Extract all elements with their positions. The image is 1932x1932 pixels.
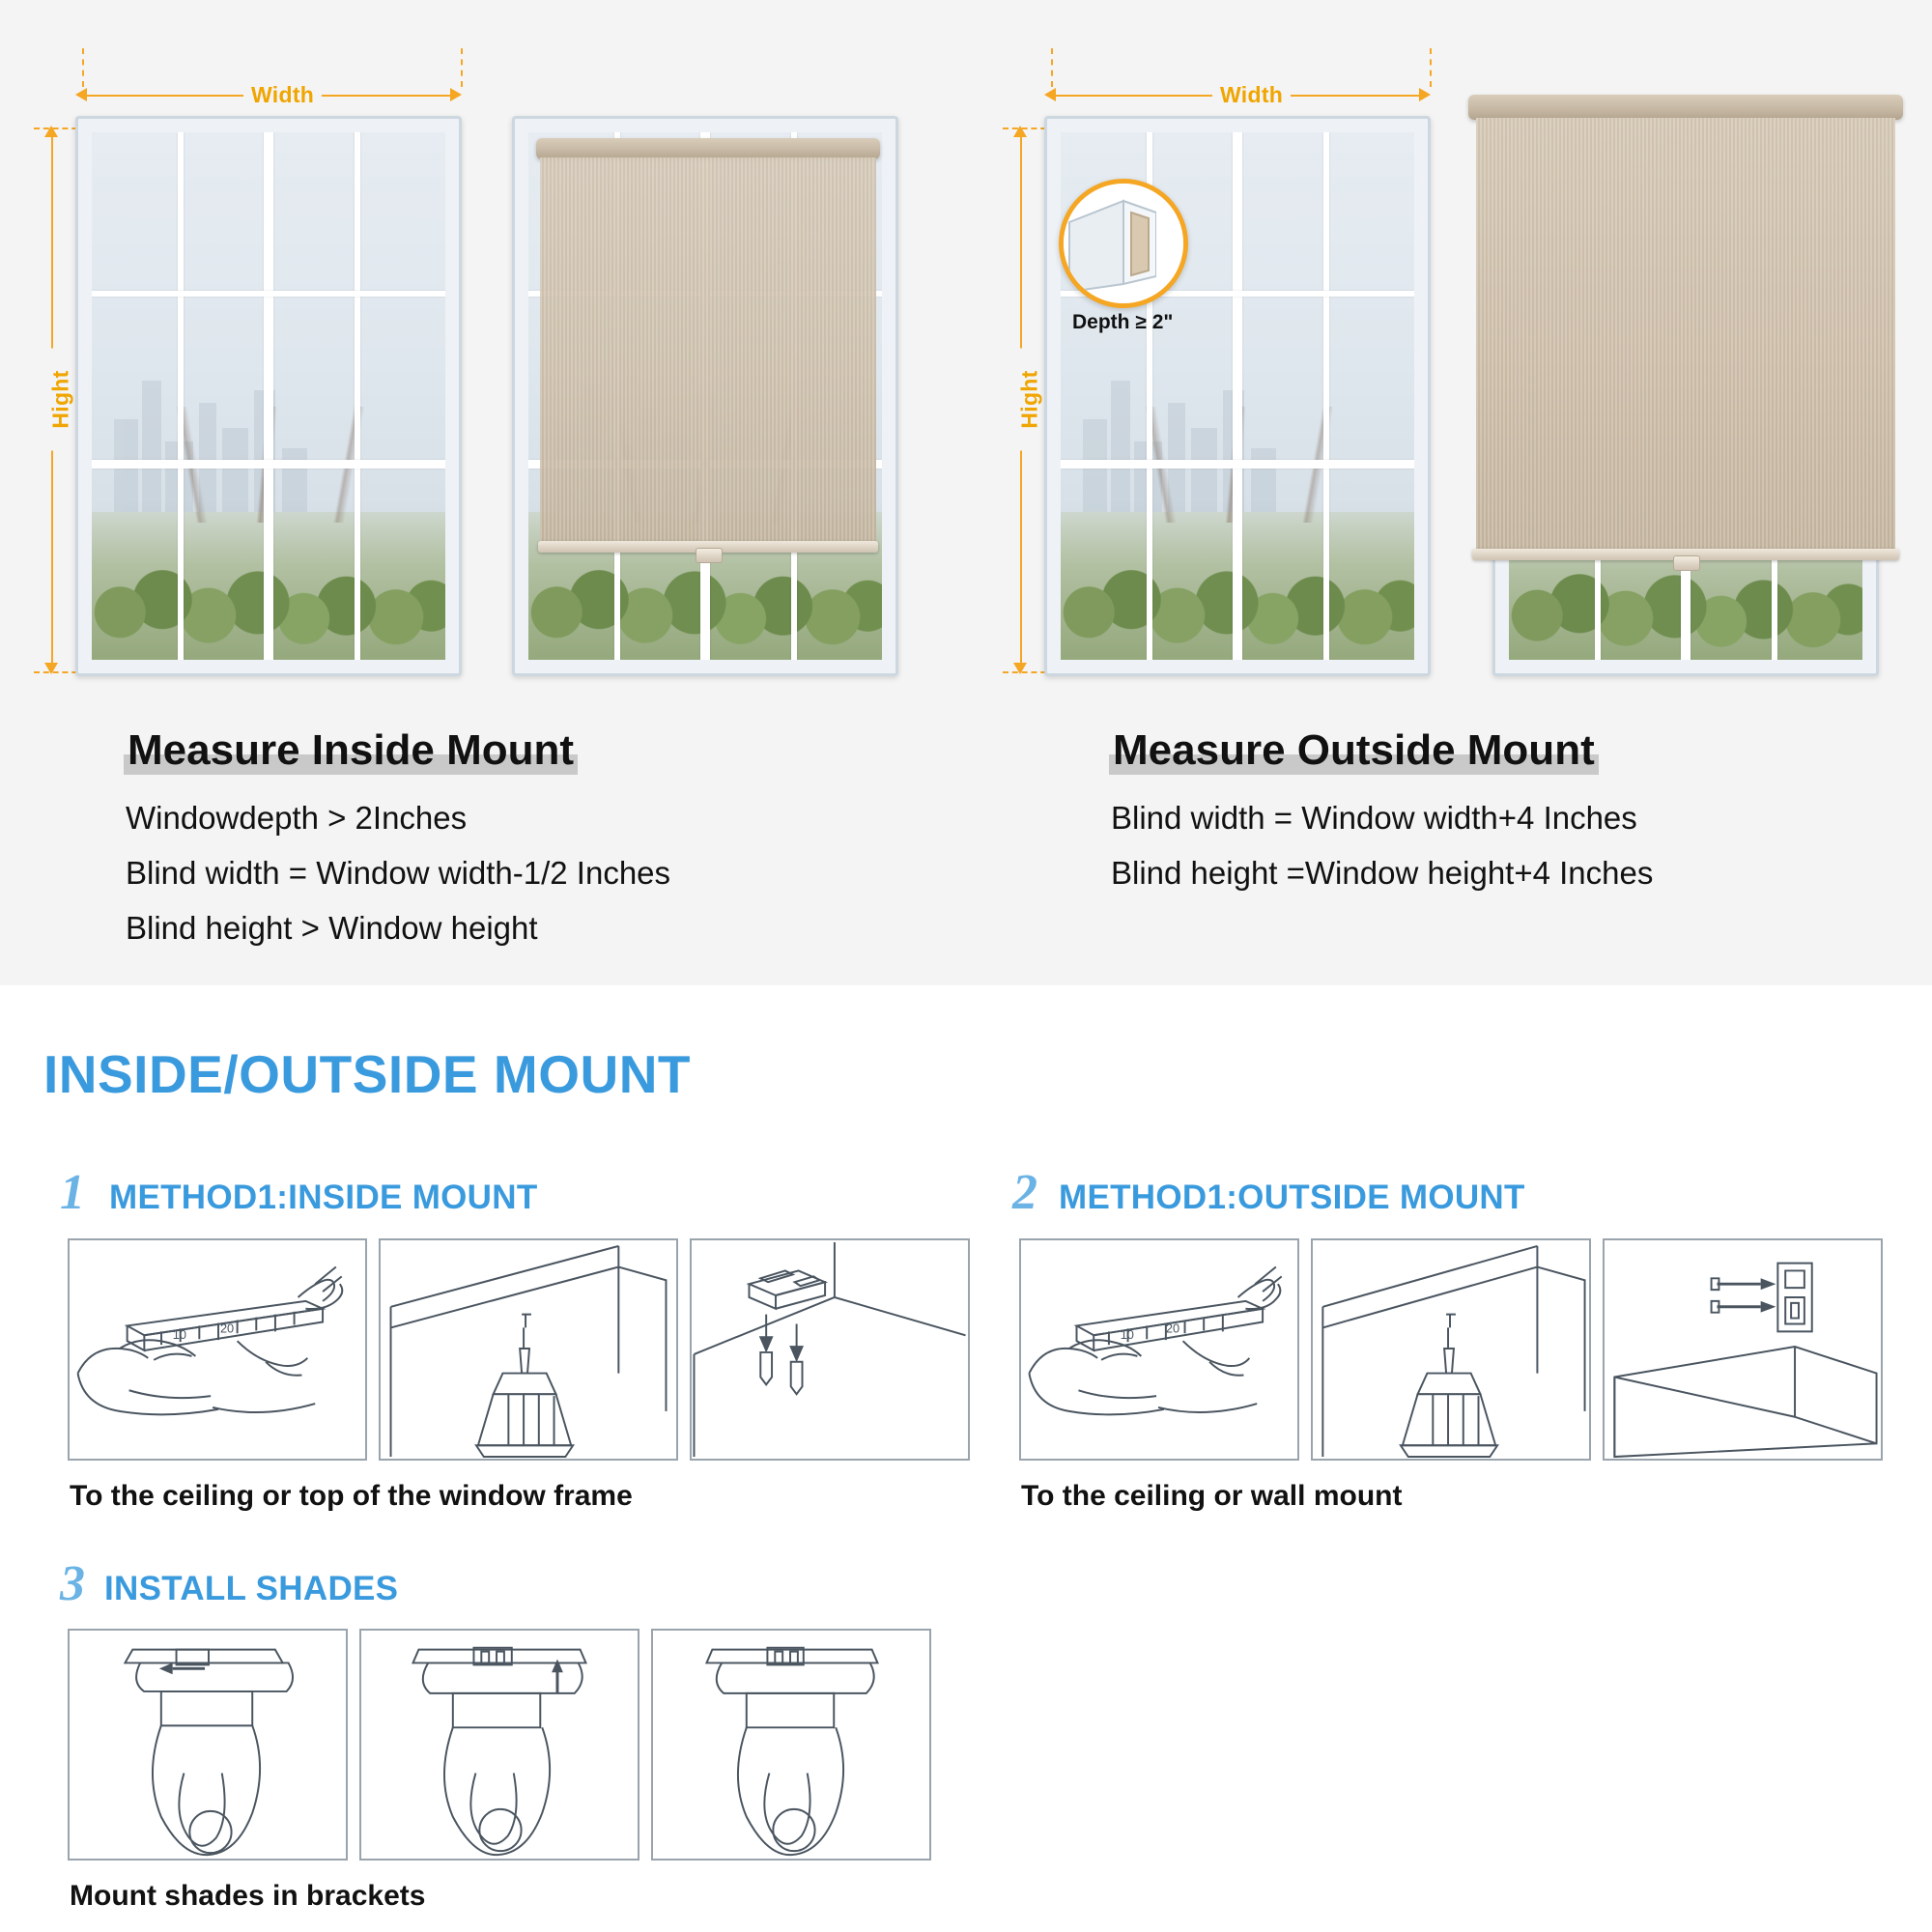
shade-pull-tab: [696, 548, 723, 563]
step-2-number: 2: [1012, 1165, 1037, 1220]
step-3-illustration-a: [68, 1629, 348, 1861]
inside-mount-title: Measure Inside Mount: [124, 726, 578, 775]
step-2-caption: To the ceiling or wall mount: [1021, 1480, 1403, 1512]
outside-mount-line-1: Blind width = Window width+4 Inches: [1111, 800, 1637, 836]
outside-width-label: Width: [1212, 82, 1291, 108]
shade-pull-tab-outside: [1673, 555, 1700, 571]
step-1-caption: To the ceiling or top of the window frame: [70, 1480, 633, 1512]
inside-mount-line-1: Windowdepth > 2Inches: [126, 800, 468, 836]
inside-height-label: Hight: [48, 349, 74, 451]
outside-width-tick-left: [1051, 48, 1053, 87]
shade-fabric: [540, 157, 876, 544]
inside-width-tick-right: [461, 48, 463, 87]
svg-text:10: 10: [172, 1327, 187, 1343]
step-2-illustration-drill: [1311, 1238, 1591, 1461]
step-3-number: 3: [60, 1556, 85, 1611]
mullion-horizontal: [92, 460, 445, 469]
svg-text:10: 10: [1120, 1327, 1134, 1343]
outside-height-arrow-down: [1013, 663, 1027, 674]
step-1-illustration-measure: [68, 1238, 367, 1461]
step-1-number: 1: [60, 1165, 85, 1220]
step-3-illustration-b: [359, 1629, 639, 1861]
depth-callout-circle: [1059, 179, 1188, 308]
step-2-title: METHOD1:OUTSIDE MOUNT: [1059, 1179, 1525, 1216]
inside-mount-line-3: Blind height > Window height: [126, 910, 538, 946]
step-2-illustration-measure: [1019, 1238, 1299, 1461]
step-1-title: METHOD1:INSIDE MOUNT: [109, 1179, 538, 1216]
inside-mount-panel: [0, 0, 966, 985]
outside-height-label: Hight: [1017, 349, 1043, 451]
inside-width-tick-left: [82, 48, 84, 87]
outside-height-arrow-up: [1013, 126, 1027, 137]
depth-callout-detail: [1064, 184, 1183, 303]
outside-width-arrow-right: [1419, 88, 1431, 101]
svg-text:20: 20: [219, 1321, 235, 1336]
outside-mount-panel: [966, 0, 1932, 985]
mullion-horizontal: [92, 291, 445, 297]
installation-section: [0, 985, 1932, 1932]
section-heading: INSIDE/OUTSIDE MOUNT: [43, 1044, 692, 1104]
inside-height-arrow-up: [44, 126, 58, 137]
step-1-illustration-drill: [379, 1238, 678, 1461]
inside-mount-line-2: Blind width = Window width-1/2 Inches: [126, 855, 671, 891]
roller-head: [536, 138, 880, 159]
depth-label: Depth ≥ 2": [1072, 311, 1174, 333]
inside-window-plain: [75, 116, 462, 676]
window-glass: [92, 132, 445, 660]
step-1-illustration-bracket: [690, 1238, 970, 1461]
mullion-horizontal: [1061, 460, 1414, 469]
mullion-vertical: [1323, 132, 1329, 660]
outside-mount-title: Measure Outside Mount: [1109, 726, 1599, 775]
mullion-vertical: [1233, 132, 1242, 660]
mullion-vertical: [264, 132, 273, 660]
mullion-vertical: [178, 132, 184, 660]
step-3-illustration-c: [651, 1629, 931, 1861]
inside-width-arrow-left: [75, 88, 87, 101]
inside-width-label: Width: [243, 82, 322, 108]
svg-text:20: 20: [1165, 1321, 1180, 1336]
outside-mount-line-2: Blind height =Window height+4 Inches: [1111, 855, 1654, 891]
step-3-caption: Mount shades in brackets: [70, 1880, 426, 1912]
inside-width-arrow-right: [450, 88, 462, 101]
outside-width-tick-right: [1430, 48, 1432, 87]
mullion-vertical: [355, 132, 360, 660]
inside-height-arrow-down: [44, 663, 58, 674]
shade-fabric-outside: [1476, 118, 1895, 553]
step-3-title: INSTALL SHADES: [104, 1570, 399, 1607]
inside-window-with-shade: [512, 116, 898, 676]
roller-head-outside: [1468, 95, 1903, 120]
step-2-illustration-wall-bracket: [1603, 1238, 1883, 1461]
outside-width-arrow-left: [1044, 88, 1056, 101]
